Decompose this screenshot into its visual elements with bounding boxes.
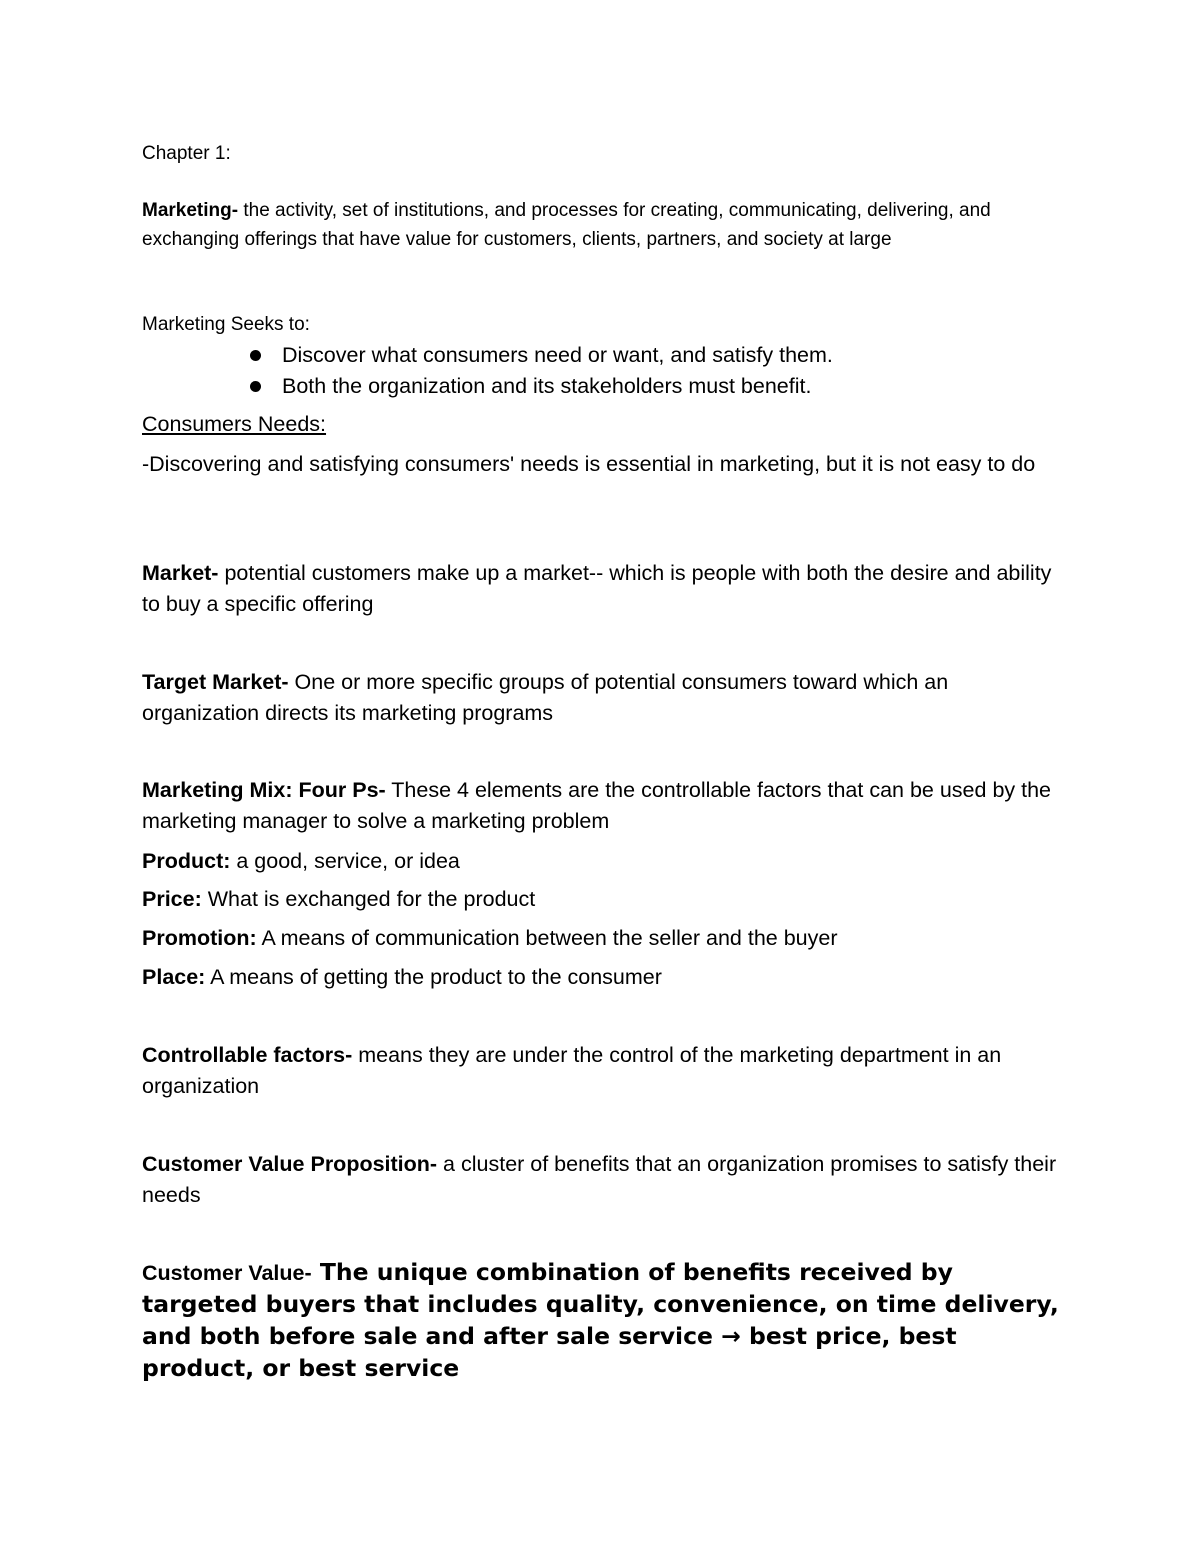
- target-market-definition: [142, 667, 1062, 729]
- definition-text: a cluster of benefits that an organization promises to satisfy their needs: [142, 1152, 1057, 1207]
- term-marketing: Marketing-: [142, 200, 239, 221]
- definition-text: potential customers make up a market-- which is people with both the desire and ability to buy a specific offering: [142, 561, 1052, 616]
- chapter-heading: Chapter 1:: [142, 143, 231, 164]
- seeks-heading: Marketing Seeks to:: [142, 314, 310, 335]
- cvp-definition: [142, 1149, 1062, 1211]
- term-product: Product:: [142, 849, 231, 873]
- definition-text: the activity, set of institutions, and processes for creating, communicating, delivering, and exchanging offerings that have value for customers, clients, partners, and society at large: [142, 200, 991, 250]
- product-definition: [142, 846, 1062, 877]
- term-market: Market-: [142, 561, 219, 585]
- list-item: Both the organization and its stakeholders must benefit.: [246, 371, 1046, 402]
- price-definition: [142, 884, 1062, 915]
- list-item: Discover what consumers need or want, and satisfy them.: [246, 340, 1046, 371]
- definition-text: A means of communication between the seller and the buyer: [256, 926, 838, 950]
- term-customer-value: Customer Value-: [142, 1261, 312, 1285]
- customer-value-definition: [142, 1257, 1072, 1385]
- promotion-definition: [142, 923, 1062, 954]
- term-place: Place:: [142, 965, 206, 989]
- term-promotion: Promotion:: [142, 926, 257, 950]
- definition-text: One or more specific groups of potential consumers toward which an organization directs its marketing programs: [142, 670, 949, 725]
- place-definition: [142, 962, 1062, 993]
- term-controllable-factors: Controllable factors-: [142, 1043, 353, 1067]
- market-definition: [142, 558, 1062, 620]
- consumers-needs-text: -Discovering and satisfying consumers' needs is essential in marketing, but it is not easy to do: [142, 452, 1036, 476]
- definition-text: means they are under the control of the marketing department in an organization: [142, 1043, 1002, 1098]
- definition-text: A means of getting the product to the consumer: [205, 965, 662, 989]
- controllable-factors-definition: [142, 1040, 1062, 1102]
- definition-text: What is exchanged for the product: [201, 887, 536, 911]
- term-cvp: Customer Value Proposition-: [142, 1152, 438, 1176]
- definition-text: These 4 elements are the controllable factors that can be used by the marketing manager to solve a marketing problem: [142, 778, 1052, 833]
- consumers-needs-heading: Consumers Needs:: [142, 412, 327, 436]
- seeks-list: [246, 340, 1046, 402]
- definition-text: The unique combination of benefits received by targeted buyers that includes quality, convenience, on time delivery, and both before sale and after sale service → best price, best product, or best service: [142, 1258, 1059, 1382]
- marketing-definition: [142, 197, 1062, 254]
- term-target-market: Target Market-: [142, 670, 289, 694]
- bullet-icon: [250, 350, 261, 361]
- term-price: Price:: [142, 887, 202, 911]
- term-marketing-mix: Marketing Mix: Four Ps-: [142, 778, 386, 802]
- marketing-mix-definition: [142, 775, 1062, 837]
- bullet-icon: [250, 381, 261, 392]
- definition-text: a good, service, or idea: [230, 849, 460, 873]
